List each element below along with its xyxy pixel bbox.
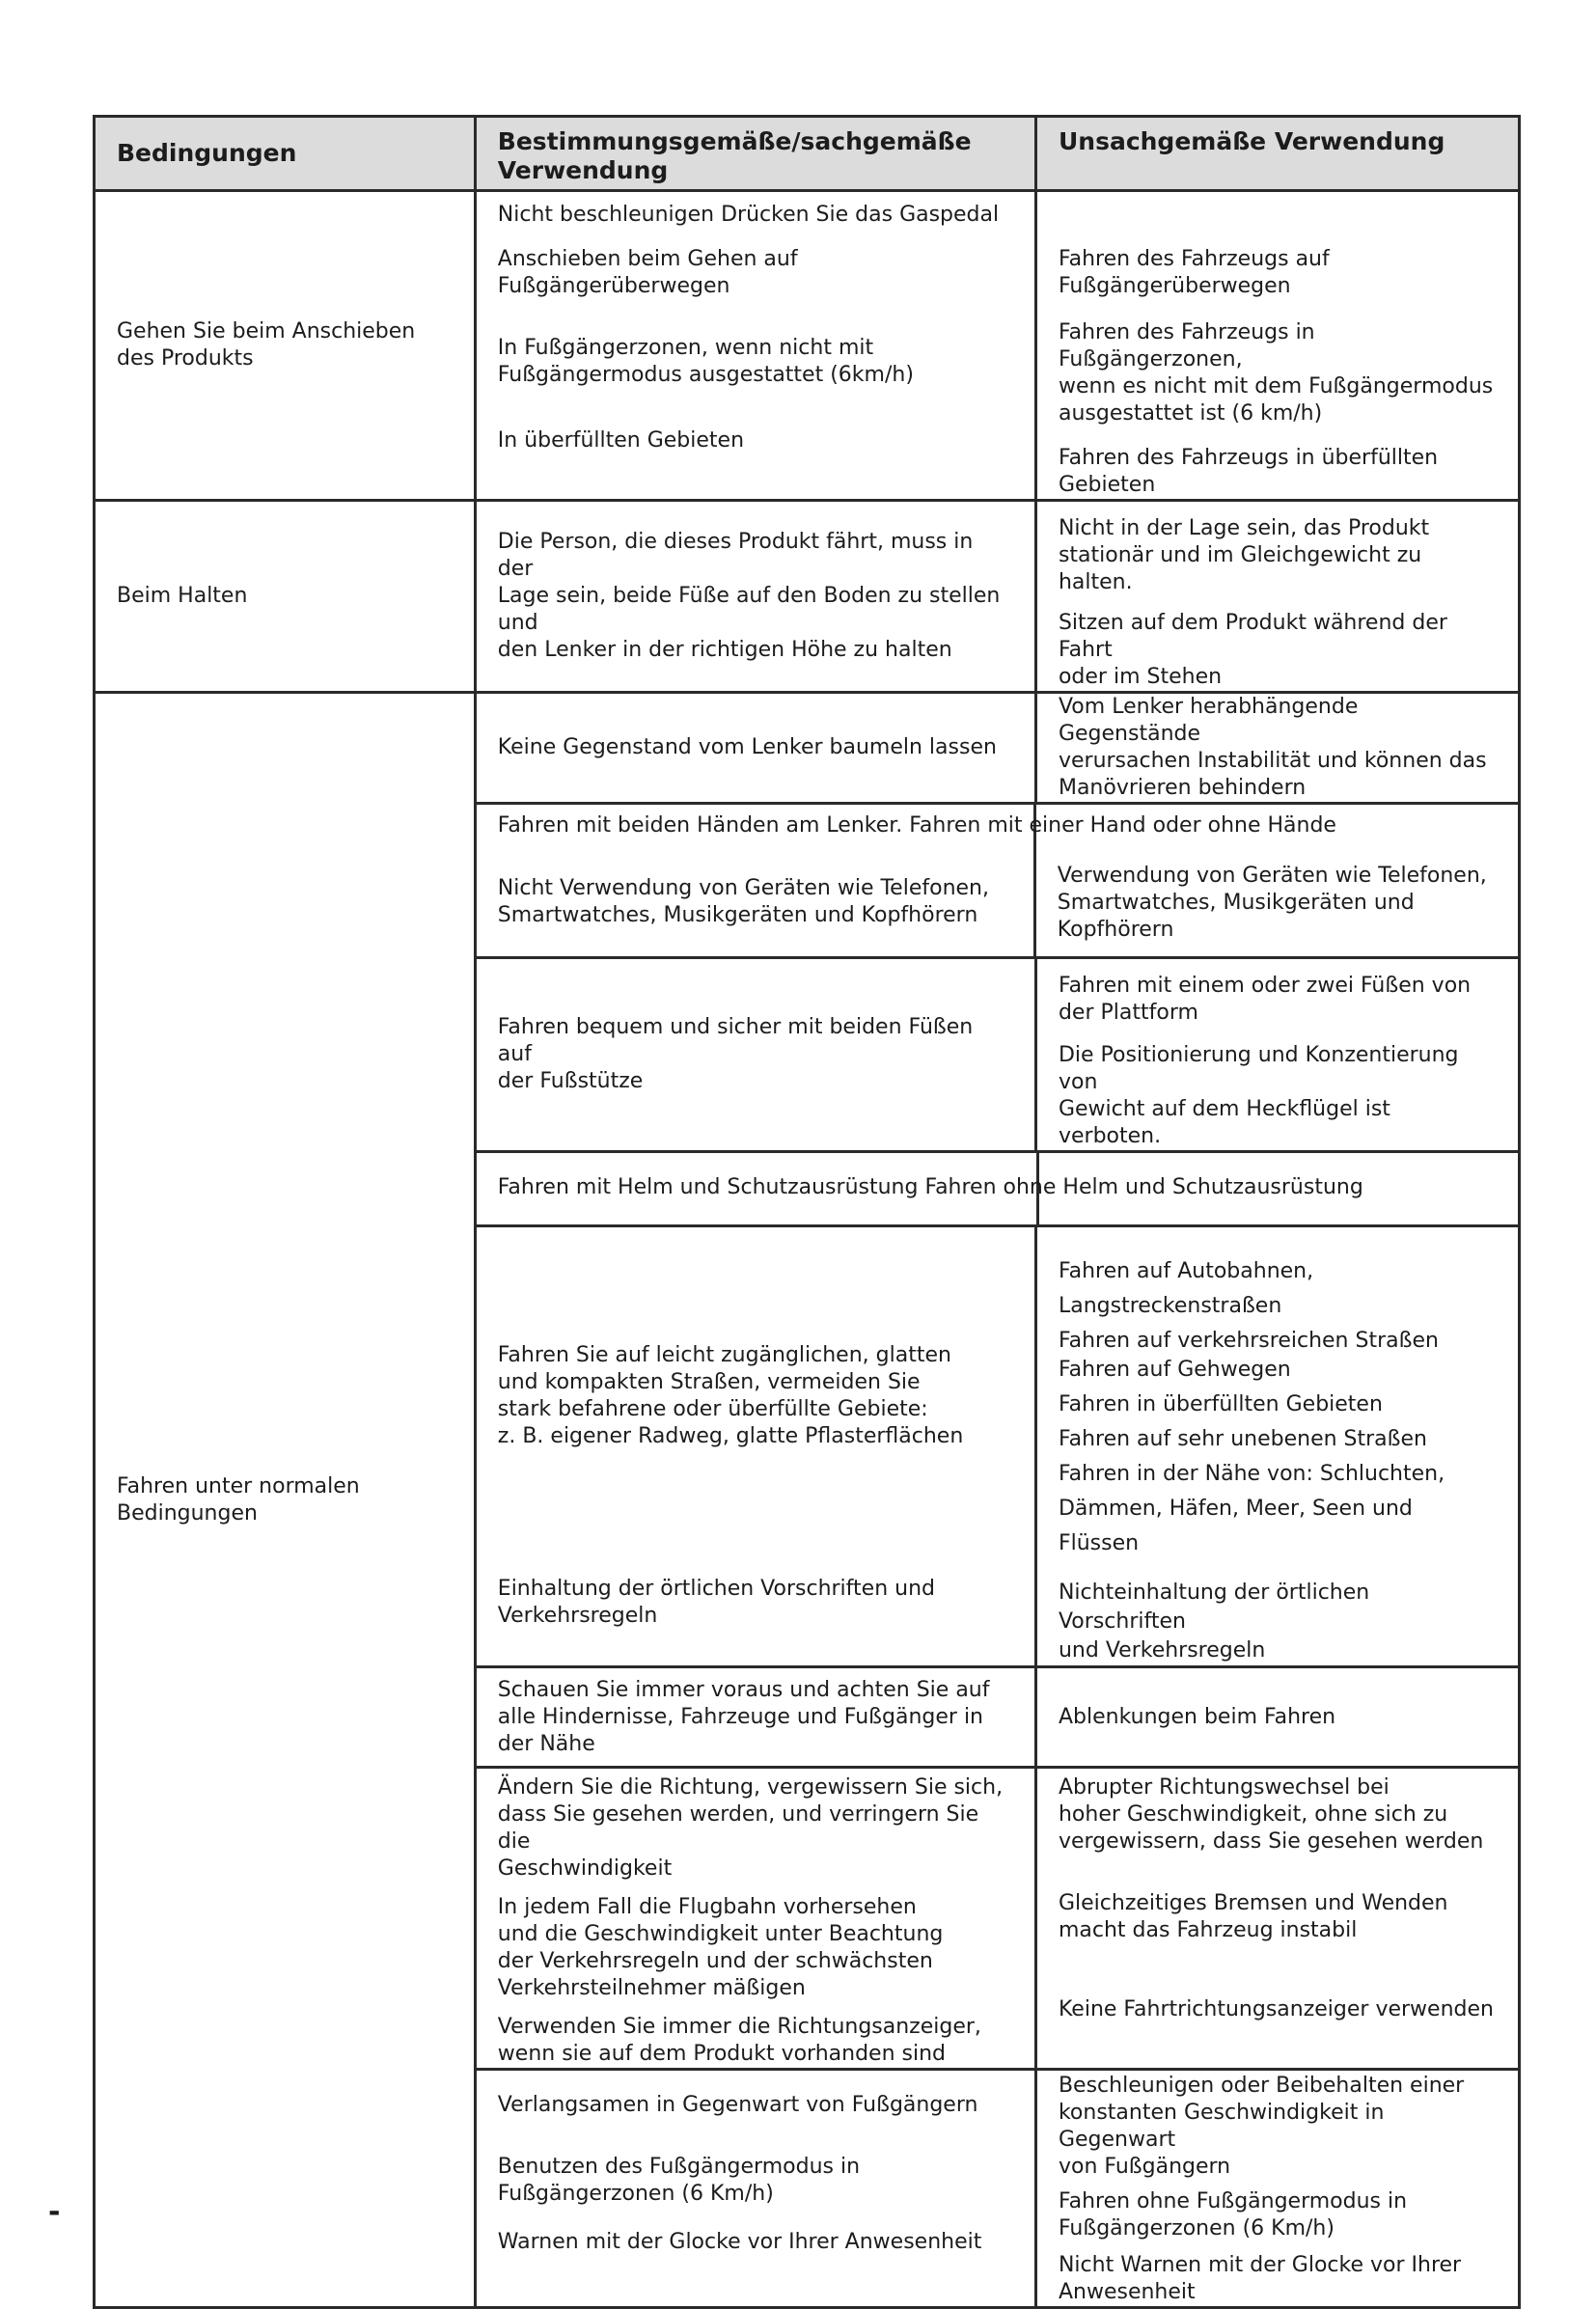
list-item: Nichteinhaltung der örtlichen Vorschriften und Verkehrsregeln <box>1058 1581 1370 1663</box>
improper-cell <box>1035 2070 1519 2308</box>
list-item: Abrupter Richtungswechsel bei hoher Geschwindigkeit, ohne sich zu vergewissern, dass Sie gesehen werden <box>1058 1775 1484 1854</box>
proper-cell <box>475 1768 1035 2070</box>
improper-cell <box>1035 693 1519 804</box>
header-improper-use: Unsachgemäße Verwendung <box>1035 117 1519 191</box>
proper-cell <box>475 191 1035 501</box>
condition-holding <box>95 501 476 693</box>
footer-mark: - <box>48 2195 61 2229</box>
proper-cell <box>475 2070 1035 2308</box>
list-item: Vom Lenker herabhängende Gegenstände verursachen Instabilität und können das Manövrieren behindern <box>1058 695 1487 800</box>
list-item: Fahren des Fahrzeugs auf Fußgängerüberwegen <box>1058 247 1330 298</box>
list-item: Ablenkungen beim Fahren <box>1058 1704 1336 1729</box>
header-conditions: Bedingungen <box>95 117 476 191</box>
improper-cell <box>1035 1226 1519 1667</box>
list-item: Warnen mit der Glocke vor Ihrer Anwesenheit <box>497 2230 982 2254</box>
list-item: Fahren auf sehr unebenen Straßen <box>1058 1427 1427 1451</box>
list-item: Benutzen des Fußgängermodus in Fußgängerzonen (6 Km/h) <box>497 2155 861 2206</box>
condition-text: Gehen Sie beim Anschieben des Produkts <box>117 319 416 371</box>
list-item: Nicht in der Lage sein, das Produkt stationär und im Gleichgewicht zu halten. <box>1058 516 1430 594</box>
list-item: Nicht Warnen mit der Glocke vor Ihrer Anwesenheit <box>1058 2253 1462 2304</box>
proper-cell <box>475 693 1035 804</box>
list-item: Nicht Verwendung von Geräten wie Telefonen, Smartwatches, Musikgeräten und Kopfhörern <box>497 876 989 927</box>
table-row <box>95 693 1520 804</box>
list-item: Schauen Sie immer voraus und achten Sie auf alle Hindernisse, Fahrzeuge und Fußgänger in der Nähe <box>497 1677 990 1756</box>
list-item: Dämmen, Häfen, Meer, Seen und Flüssen <box>1058 1497 1413 1555</box>
proper-cell <box>475 1667 1035 1768</box>
list-item: In jedem Fall die Flugbahn vorhersehen und die Geschwindigkeit unter Beachtung der Verkehrsregeln und der schwächsten Verkehrsteilnehmer mäßigen <box>497 1895 944 2000</box>
list-item: Ändern Sie die Richtung, vergewissern Sie sich, dass Sie gesehen werden, und verringern Sie die Geschwindigkeit <box>497 1775 1004 1881</box>
list-item: Langstreckenstraßen <box>1058 1294 1282 1318</box>
list-item: Keine Fahrtrichtungsanzeiger verwenden <box>1058 1997 1494 2021</box>
condition-text: Fahren unter normalen Bedingungen <box>117 1473 360 1526</box>
merged-cell <box>475 804 1519 958</box>
list-item: Die Person, die dieses Produkt fährt, muss in der Lage sein, beide Füße auf den Boden zu stellen und den Lenker in der richtigen Höhe zu halten <box>497 530 1001 662</box>
list-item: Gleichzeitiges Bremsen und Wenden macht das Fahrzeug instabil <box>1058 1891 1448 1942</box>
condition-text: Beim Halten <box>117 584 248 608</box>
list-item: Fahren auf Gehwegen <box>1058 1358 1291 1382</box>
table-row <box>95 501 1520 693</box>
list-item: Beschleunigen oder Beibehalten einer konstanten Geschwindigkeit in Gegenwart von Fußgängern <box>1058 2074 1465 2179</box>
improper-cell <box>1035 958 1519 1152</box>
condition-pushing <box>95 191 476 501</box>
list-item: In überfüllten Gebieten <box>497 428 745 453</box>
list-item: Fahren auf Autobahnen, <box>1058 1259 1314 1283</box>
list-item: Keine Gegenstand vom Lenker baumeln lassen <box>497 735 997 759</box>
list-item: Einhaltung der örtlichen Vorschriften und Verkehrsregeln <box>497 1577 935 1628</box>
condition-normal <box>95 693 476 2308</box>
list-item: Verlangsamen in Gegenwart von Fußgängern <box>497 2093 978 2117</box>
table-row <box>95 191 1520 501</box>
improper-cell <box>1035 1667 1519 1768</box>
list-item: In Fußgängerzonen, wenn nicht mit Fußgängermodus ausgestattet (6km/h) <box>497 336 914 387</box>
merged-text: Fahren mit Helm und Schutzausrüstung Fahren ohne Helm und Schutzausrüstung <box>497 1175 1363 1199</box>
list-item: Nicht beschleunigen Drücken Sie das Gaspedal <box>497 203 1000 227</box>
list-item: Anschieben beim Gehen auf Fußgängerüberwegen <box>497 247 798 298</box>
list-item: Die Positionierung und Konzentierung von Gewicht auf dem Heckflügel ist verboten. <box>1058 1043 1459 1148</box>
list-item: Fahren des Fahrzeugs in überfüllten Gebieten <box>1058 446 1439 497</box>
list-item: Fahren Sie auf leicht zugänglichen, glatten und kompakten Straßen, vermeiden Sie stark befahrene oder überfüllte Gebiete: z. B. eigener Radweg, glatte Pflasterflächen <box>497 1343 964 1448</box>
header-proper-use: Bestimmungsgemäße/sachgemäße Verwendung <box>475 117 1035 191</box>
proper-cell <box>475 1226 1035 1667</box>
proper-cell <box>475 958 1035 1152</box>
list-item: Fahren in überfüllten Gebieten <box>1058 1392 1383 1416</box>
merged-cell <box>475 1152 1519 1226</box>
list-item: Fahren in der Nähe von: Schluchten, <box>1058 1462 1445 1486</box>
proper-cell <box>475 501 1035 693</box>
improper-cell <box>1035 191 1519 501</box>
list-item: Fahren des Fahrzeugs in Fußgängerzonen, wenn es nicht mit dem Fußgängermodus ausgestattet ist (6 km/h) <box>1058 320 1494 426</box>
list-item: Verwendung von Geräten wie Telefonen, Smartwatches, Musikgeräten und Kopfhörern <box>1057 864 1487 942</box>
list-item: Fahren ohne Fußgängermodus in Fußgängerzonen (6 Km/h) <box>1058 2189 1408 2240</box>
improper-cell <box>1035 501 1519 693</box>
list-item: Fahren bequem und sicher mit beiden Füßen auf der Fußstütze <box>497 1015 974 1093</box>
list-item: Sitzen auf dem Produkt während der Fahrt oder im Stehen <box>1058 611 1447 689</box>
header-row <box>95 117 1520 191</box>
list-item: Verwenden Sie immer die Richtungsanzeiger, wenn sie auf dem Produkt vorhanden sind <box>497 2015 981 2066</box>
list-item: Fahren mit einem oder zwei Füßen von der Plattform <box>1058 974 1472 1025</box>
usage-table <box>93 115 1521 2309</box>
improper-cell <box>1035 1768 1519 2070</box>
list-item: Fahren auf verkehrsreichen Straßen <box>1058 1329 1439 1353</box>
merged-text: Fahren mit beiden Händen am Lenker. Fahren mit einer Hand oder ohne Hände <box>497 813 1336 838</box>
